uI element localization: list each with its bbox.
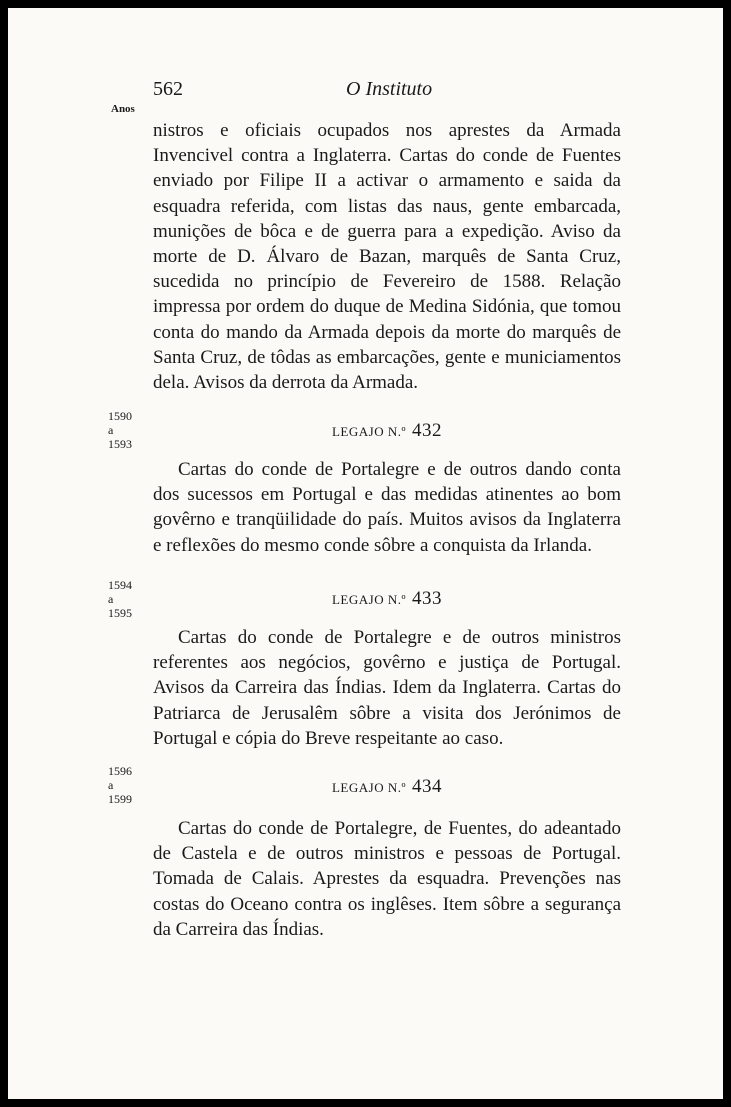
page-number: 562 xyxy=(153,78,183,100)
legajo-433-text: Cartas do conde de Portalegre e de outros ministros referentes aos negócios, govêrno e justiça de Portugal. Avisos da Carreira das Índias. Idem da Inglaterra. Cartas do Patriarca de Jerusalêm sôbre a visita dos Jerónimos de Portugal e cópia do Breve respeitante ao caso. xyxy=(153,627,621,749)
legajo-label: LEGAJO N.º xyxy=(331,592,407,607)
running-title: O Instituto xyxy=(346,78,433,100)
intro-paragraph: nistros e oficiais ocupados nos aprestes da Armada Invencivel contra a Inglaterra. Cartas do conde de Fuentes enviado por Filipe II a activar o armamento e saida da esquadra referida, com listas das naus, gente embarcada, munições de bôca e de guerra para a expedição. Aviso da morte de D. Álvaro de Bazan, marquês de Santa Cruz, sucedida no princípio de Fevereiro de 1588. Relação impressa por ordem do duque de Medina Sidónia, que tomou conta do mando da Armada depois da morte do marquês de Santa Cruz, de tôdas as embarcações, gente e municiamentos dela. Avisos da derrota da Armada. xyxy=(153,120,621,394)
entry-432-years xyxy=(108,409,134,451)
year-separator: a xyxy=(108,592,114,606)
legajo-433-heading xyxy=(153,588,621,610)
entry-433-years xyxy=(108,578,134,620)
entry-434-years xyxy=(108,764,134,806)
legajo-label: LEGAJO N.º xyxy=(331,780,407,795)
document-page xyxy=(8,8,723,1099)
legajo-434-heading xyxy=(153,776,621,798)
year-end: 1595 xyxy=(108,606,132,620)
legajo-number: 432 xyxy=(412,420,443,441)
legajo-432-text: Cartas do conde de Portalegre e de outros dando conta dos sucessos em Portugal e das medidas atinentes ao bom govêrno e tranqüilidade do país. Muitos avisos da Inglaterra e reflexões do mesmo conde sôbre a conquista da Irlanda. xyxy=(153,459,621,556)
legajo-434-text: Cartas do conde de Portalegre, de Fuentes, do adeantado de Castela e de outros ministros e pessoas de Portugal. Tomada de Calais. Aprestes da esquadra. Prevenções nas costas do Oceano contra os inglêses. Item sôbre a segurança da Carreira das Índias. xyxy=(153,818,621,940)
year-separator: a xyxy=(108,778,114,792)
year-start: 1590 xyxy=(108,409,132,423)
year-start: 1596 xyxy=(108,764,132,778)
year-separator: a xyxy=(108,423,114,437)
legajo-label: LEGAJO N.º xyxy=(331,424,407,439)
year-end: 1599 xyxy=(108,792,132,806)
years-column-label: Anos xyxy=(111,103,135,115)
year-end: 1593 xyxy=(108,437,132,451)
year-start: 1594 xyxy=(108,578,132,592)
legajo-number: 433 xyxy=(412,588,443,609)
legajo-432-heading xyxy=(153,420,621,442)
legajo-number: 434 xyxy=(412,776,443,797)
